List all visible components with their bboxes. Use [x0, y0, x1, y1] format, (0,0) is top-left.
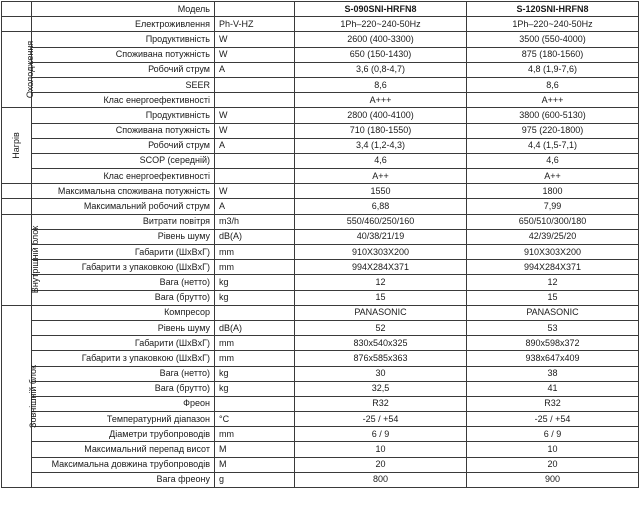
power-supply-group-cell	[2, 17, 32, 32]
cooling-row-value-1: A+++	[295, 93, 467, 108]
max-power-row-value-1: 1550	[295, 184, 467, 199]
outdoor-row-unit: M	[215, 457, 295, 472]
indoor-row-unit: dB(A)	[215, 229, 295, 244]
heating-row-value-2: 975 (220-1800)	[467, 123, 639, 138]
cooling-row	[2, 77, 639, 92]
cooling-row-value-2: 4,8 (1,9-7,6)	[467, 62, 639, 77]
outdoor-row-value-2: PANASONIC	[467, 305, 639, 320]
power-supply-value-2: 1Ph–220~240-50Hz	[467, 17, 639, 32]
outdoor-row-unit: g	[215, 472, 295, 487]
outdoor-row-label: Габарити з упаковкою (ШxВxГ)	[32, 351, 215, 366]
indoor-group-cell	[2, 214, 41, 305]
indoor-row-value-2: 42/39/25/20	[467, 229, 639, 244]
outdoor-row-unit	[215, 305, 295, 320]
heating-row-label: Споживана потужність	[32, 123, 215, 138]
outdoor-row-unit: mm	[215, 427, 295, 442]
power-supply-value-1: 1Ph–220~240-50Hz	[295, 17, 467, 32]
heating-row-value-2: 3800 (600-5130)	[467, 108, 639, 123]
heating-group-title: Нагрів	[10, 132, 21, 160]
cooling-row-value-2: 8,6	[467, 77, 639, 92]
cooling-row-unit: A	[215, 62, 295, 77]
max-current-row-label: Максимальний робочий струм	[32, 199, 215, 214]
outdoor-row-value-2: 938x647x409	[467, 351, 639, 366]
outdoor-row	[2, 472, 639, 487]
heating-row-value-1: 3,4 (1,2-4,3)	[295, 138, 467, 153]
cooling-row	[2, 47, 639, 62]
outdoor-row-unit: kg	[215, 366, 295, 381]
outdoor-row-value-2: 38	[467, 366, 639, 381]
indoor-row-unit: mm	[215, 260, 295, 275]
cooling-group-cell	[2, 32, 36, 108]
outdoor-row-value-2: -25 / +54	[467, 412, 639, 427]
model-1-name: S-090SNI-HRFN8	[295, 2, 467, 17]
power-supply-row	[2, 17, 639, 32]
indoor-row	[2, 260, 639, 275]
cooling-row-label: Клас енергоефективності	[32, 93, 215, 108]
indoor-row-value-2: 15	[467, 290, 639, 305]
indoor-row	[2, 214, 639, 229]
cooling-group-title: Охолодження	[25, 41, 36, 99]
outdoor-row	[2, 457, 639, 472]
outdoor-row-value-2: 10	[467, 442, 639, 457]
cooling-row-unit: W	[215, 47, 295, 62]
indoor-row-value-1: 550/460/250/160	[295, 214, 467, 229]
indoor-row-value-1: 910X303X200	[295, 245, 467, 260]
outdoor-row-value-1: 20	[295, 457, 467, 472]
outdoor-row-value-2: 20	[467, 457, 639, 472]
outdoor-row-label: Діаметри трубопроводів	[32, 427, 215, 442]
heating-row-label: SCOP (середній)	[32, 153, 215, 168]
outdoor-row-label: Максимальний перепад висот	[32, 442, 215, 457]
outdoor-row	[2, 442, 639, 457]
indoor-row-label: Витрати повітря	[32, 214, 215, 229]
header-empty-cell	[2, 2, 32, 17]
outdoor-row	[2, 305, 639, 320]
outdoor-row-value-1: R32	[295, 396, 467, 411]
spec-table	[1, 1, 639, 488]
outdoor-row-unit: mm	[215, 351, 295, 366]
outdoor-row-value-1: 52	[295, 320, 467, 335]
outdoor-row	[2, 320, 639, 335]
heating-row-value-1: 2800 (400-4100)	[295, 108, 467, 123]
max-power-row-unit: W	[215, 184, 295, 199]
outdoor-row-label: Фреон	[32, 396, 215, 411]
outdoor-row-unit: M	[215, 442, 295, 457]
outdoor-row-unit: kg	[215, 381, 295, 396]
cooling-row	[2, 93, 639, 108]
outdoor-group-title: Зовнішній блок	[27, 364, 38, 428]
outdoor-row-value-2: 6 / 9	[467, 427, 639, 442]
indoor-row-value-2: 650/510/300/180	[467, 214, 639, 229]
outdoor-row-value-1: -25 / +54	[295, 412, 467, 427]
heating-row	[2, 138, 639, 153]
heating-row-unit: A	[215, 138, 295, 153]
outdoor-row-value-1: 6 / 9	[295, 427, 467, 442]
indoor-row-value-1: 15	[295, 290, 467, 305]
outdoor-row-value-1: 876x585x363	[295, 351, 467, 366]
outdoor-row-unit	[215, 396, 295, 411]
power-supply-label: Електроживлення	[32, 17, 215, 32]
indoor-row-value-1: 12	[295, 275, 467, 290]
outdoor-row	[2, 381, 639, 396]
outdoor-row-value-1: 30	[295, 366, 467, 381]
outdoor-row-value-1: 830x540x325	[295, 336, 467, 351]
outdoor-row-unit: dB(A)	[215, 320, 295, 335]
outdoor-row-value-1: 32,5	[295, 381, 467, 396]
heating-row-value-2: A++	[467, 169, 639, 184]
outdoor-row	[2, 336, 639, 351]
header-label: Модель	[32, 2, 215, 17]
max-power-row-group-cell	[2, 184, 32, 199]
heating-row-unit	[215, 153, 295, 168]
cooling-row-label: Споживана потужність	[32, 47, 215, 62]
outdoor-row-label: Вага фреону	[32, 472, 215, 487]
indoor-row-value-2: 12	[467, 275, 639, 290]
header-row	[2, 2, 639, 17]
max-power-row	[2, 184, 639, 199]
indoor-row-value-2: 910X303X200	[467, 245, 639, 260]
cooling-row-value-2: 3500 (550-4000)	[467, 32, 639, 47]
outdoor-row-label: Вага (брутто)	[32, 381, 215, 396]
heating-row	[2, 169, 639, 184]
heating-row	[2, 123, 639, 138]
spec-table-body	[2, 2, 639, 488]
outdoor-row-label: Габарити (ШxВxГ)	[32, 336, 215, 351]
indoor-row-unit: mm	[215, 245, 295, 260]
indoor-row-value-2: 994X284X371	[467, 260, 639, 275]
max-current-row-group-cell	[2, 199, 32, 214]
heating-row-label: Продуктивність	[32, 108, 215, 123]
cooling-row-value-2: 875 (180-1560)	[467, 47, 639, 62]
heating-row-unit: W	[215, 108, 295, 123]
outdoor-row-unit: mm	[215, 336, 295, 351]
cooling-row	[2, 62, 639, 77]
max-current-row-unit: A	[215, 199, 295, 214]
max-current-row-value-2: 7,99	[467, 199, 639, 214]
indoor-row	[2, 229, 639, 244]
heating-row-label: Клас енергоефективності	[32, 169, 215, 184]
max-current-row-value-1: 6,88	[295, 199, 467, 214]
outdoor-row	[2, 412, 639, 427]
outdoor-row	[2, 427, 639, 442]
indoor-row-label: Габарити з упаковкою (ШxВxГ)	[32, 260, 215, 275]
heating-row-value-2: 4,6	[467, 153, 639, 168]
cooling-row-unit	[215, 93, 295, 108]
cooling-row-value-1: 2600 (400-3300)	[295, 32, 467, 47]
cooling-row-value-1: 8,6	[295, 77, 467, 92]
cooling-row-value-2: A+++	[467, 93, 639, 108]
model-2-name: S-120SNI-HRFN8	[467, 2, 639, 17]
outdoor-row-label: Компресор	[32, 305, 215, 320]
indoor-row	[2, 245, 639, 260]
indoor-row-label: Габарити (ШxВxГ)	[32, 245, 215, 260]
cooling-row-value-1: 3,6 (0,8-4,7)	[295, 62, 467, 77]
outdoor-row	[2, 396, 639, 411]
heating-row-value-1: 710 (180-1550)	[295, 123, 467, 138]
heating-row-value-2: 4,4 (1,5-7,1)	[467, 138, 639, 153]
outdoor-row-label: Рівень шуму	[32, 320, 215, 335]
header-unit-cell	[215, 2, 295, 17]
indoor-row-value-1: 40/38/21/19	[295, 229, 467, 244]
power-supply-unit: Ph-V-HZ	[215, 17, 295, 32]
outdoor-row-value-2: 890x598x372	[467, 336, 639, 351]
heating-row	[2, 153, 639, 168]
indoor-row-label: Вага (брутто)	[32, 290, 215, 305]
cooling-row-value-1: 650 (150-1430)	[295, 47, 467, 62]
indoor-row-unit: kg	[215, 290, 295, 305]
outdoor-row-value-2: 41	[467, 381, 639, 396]
outdoor-row-value-2: R32	[467, 396, 639, 411]
indoor-row-unit: m3/h	[215, 214, 295, 229]
outdoor-row-value-2: 900	[467, 472, 639, 487]
outdoor-row-value-2: 53	[467, 320, 639, 335]
heating-row-value-1: A++	[295, 169, 467, 184]
outdoor-row	[2, 351, 639, 366]
outdoor-row-value-1: 800	[295, 472, 467, 487]
outdoor-row-label: Максимальна довжина трубопроводів	[32, 457, 215, 472]
max-current-row	[2, 199, 639, 214]
cooling-row-label: Продуктивність	[32, 32, 215, 47]
heating-group-cell	[2, 108, 32, 184]
max-power-row-label: Максимальна споживана потужність	[32, 184, 215, 199]
outdoor-row-label: Вага (нетто)	[32, 366, 215, 381]
indoor-row	[2, 290, 639, 305]
outdoor-row-value-1: PANASONIC	[295, 305, 467, 320]
heating-row-label: Робочий струм	[32, 138, 215, 153]
outdoor-row	[2, 366, 639, 381]
heating-row-unit: W	[215, 123, 295, 138]
cooling-row	[2, 32, 639, 47]
cooling-row-label: Робочий струм	[32, 62, 215, 77]
outdoor-group-cell	[2, 305, 38, 487]
cooling-row-unit: W	[215, 32, 295, 47]
indoor-row-label: Вага (нетто)	[32, 275, 215, 290]
outdoor-row-unit: °C	[215, 412, 295, 427]
heating-row-value-1: 4,6	[295, 153, 467, 168]
cooling-row-label: SEER	[32, 77, 215, 92]
indoor-row-label: Рівень шуму	[32, 229, 215, 244]
heating-row	[2, 108, 639, 123]
heating-row-unit	[215, 169, 295, 184]
outdoor-row-value-1: 10	[295, 442, 467, 457]
indoor-row	[2, 275, 639, 290]
indoor-group-title: Внутрішній блок	[30, 226, 41, 294]
indoor-row-value-1: 994X284X371	[295, 260, 467, 275]
cooling-row-unit	[215, 77, 295, 92]
max-power-row-value-2: 1800	[467, 184, 639, 199]
indoor-row-unit: kg	[215, 275, 295, 290]
outdoor-row-label: Температурний діапазон	[32, 412, 215, 427]
